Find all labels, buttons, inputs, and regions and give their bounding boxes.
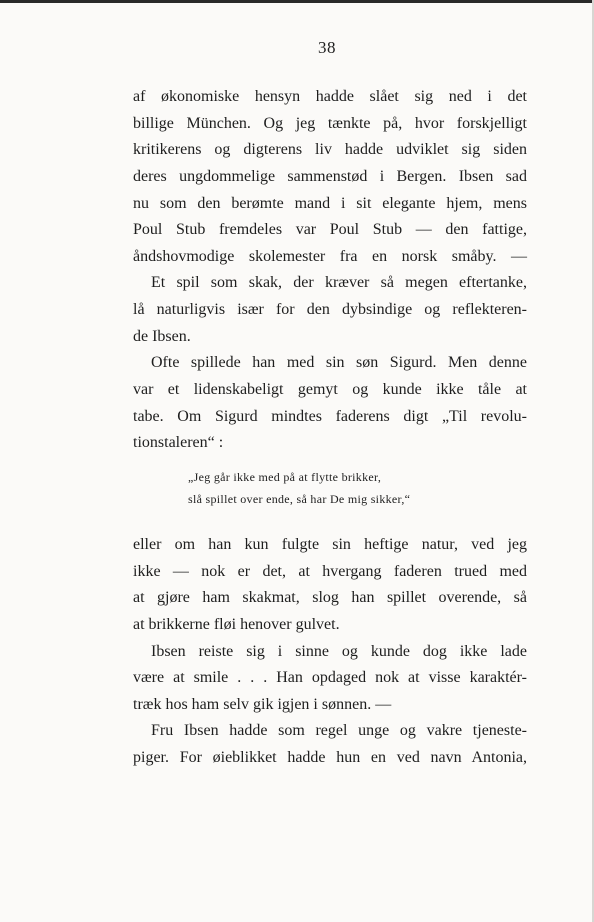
page-top-edge	[0, 0, 594, 3]
text-line: var et lidenskabeligt gemyt og kunde ikke tåle at	[133, 381, 527, 399]
text-line: træk hos ham selv gik igjen i sønnen. —	[133, 695, 392, 713]
text-line: billige München. Og jeg tænkte på, hvor forskjelligt	[133, 114, 527, 132]
text-line: eller om han kun fulgte sin heftige natur, ved jeg	[133, 536, 527, 553]
body-text-part1	[133, 84, 527, 457]
page-number: 38	[318, 38, 336, 57]
text-line: tabe. Om Sigurd mindtes faderens digt „Til revolu-	[133, 407, 527, 425]
text-line: Ibsen reiste sig i sinne og kunde dog ikke lade	[151, 642, 527, 660]
text-line: af økonomiske hensyn hadde slået sig ned i det	[133, 88, 527, 105]
text-line: de Ibsen.	[133, 327, 191, 345]
poem-quote	[188, 466, 488, 510]
text-line: nu som den berømte mand i sit elegante hjem, mens	[133, 194, 527, 212]
text-line: Fru Ibsen hadde som regel unge og vakre tjeneste-	[151, 722, 527, 740]
text-line: at brikkerne fløi henover gulvet.	[133, 615, 340, 633]
quote-line: slå spillet over ende, så har De mig sikker,“	[188, 492, 411, 506]
text-line: kritikerens og digterens liv hadde udviklet sig siden	[133, 141, 527, 159]
text-line: tionstaleren“ :	[133, 434, 224, 452]
text-line: piger. For øieblikket hadde hun en ved navn Antonia,	[133, 749, 527, 767]
text-line: være at smile . . . Han opdaged nok at visse karaktér-	[133, 669, 527, 687]
text-line: Et spil som skak, der kræver så megen eftertanke,	[151, 274, 527, 292]
text-line: Poul Stub fremdeles var Poul Stub — den fattige,	[133, 221, 527, 239]
text-line: ikke — nok er det, at hvergang faderen trued med	[133, 562, 527, 580]
text-line: deres ungdommelige sammenstød i Bergen. Ibsen sad	[133, 167, 527, 185]
body-text-part2	[133, 532, 527, 772]
text-line: Ofte spillede han med sin søn Sigurd. Men denne	[151, 354, 527, 372]
text-line: lå naturligvis især for den dybsindige og reflekteren-	[133, 301, 527, 319]
quote-line: „Jeg går ikke med på at flytte brikker,	[188, 470, 382, 484]
text-line: at gjøre ham skakmat, slog han spillet overende, så	[133, 589, 527, 607]
text-line: åndshovmodige skolemester fra en norsk småby. —	[133, 247, 527, 265]
